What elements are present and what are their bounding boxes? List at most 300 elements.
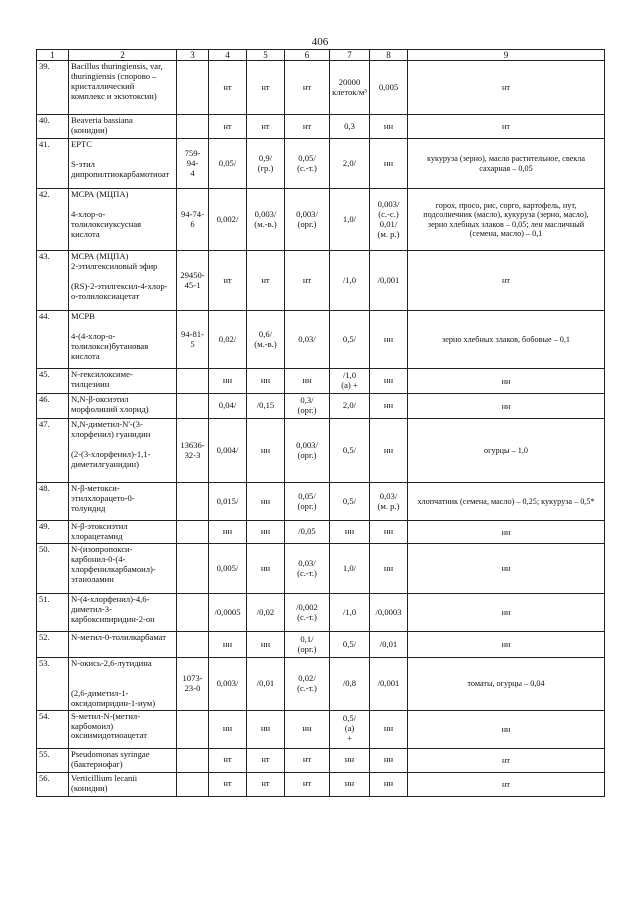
cas-number-line: 29450-	[180, 269, 205, 280]
substance-name-line: N,N-диметил-N'-(3-	[71, 419, 143, 430]
value-col9-line: нн	[501, 564, 511, 574]
value-col8	[370, 521, 408, 544]
substance-name	[69, 521, 177, 544]
substance-name-line: карбомоил)	[71, 720, 114, 731]
value-col9	[408, 710, 605, 748]
cas-number	[177, 189, 209, 251]
substance-name-line: N-(4-хлорфенил)-4,6-	[71, 594, 150, 605]
value-col5-line: 0,6/	[258, 328, 273, 339]
value-col9	[408, 772, 605, 796]
value-col4	[209, 369, 247, 394]
substance-name-line: толуидид	[71, 503, 106, 514]
value-col6-line: (с.-т.)	[297, 611, 317, 622]
value-col5	[247, 772, 285, 796]
substance-name-line: хлорфенилкарбамоил)-	[71, 564, 156, 575]
substance-name	[69, 394, 177, 419]
value-col4-line: 0,015/	[216, 495, 239, 506]
value-col5	[247, 189, 285, 251]
cas-number	[177, 419, 209, 483]
value-col9	[408, 658, 605, 710]
table-row	[37, 748, 605, 772]
table-row	[37, 394, 605, 419]
substance-name-line: дипропилтиокарбамотиоат	[71, 168, 170, 179]
value-col7-line: 1,0/	[342, 562, 357, 573]
row-number: 53.	[37, 658, 69, 710]
value-col9	[408, 632, 605, 658]
value-col9-line: кукуруза (зерно), масло растительное, свекла	[427, 154, 585, 164]
value-col7	[330, 369, 370, 394]
value-col8-line: нн	[383, 562, 394, 573]
value-col9	[408, 251, 605, 311]
value-col9-line: (семена, масло) – 0,1	[469, 229, 543, 239]
value-col8-line: (м. р.)	[377, 500, 400, 511]
cas-number-line: 4	[190, 167, 195, 178]
substance-name	[69, 61, 177, 115]
cas-number	[177, 139, 209, 189]
value-col8	[370, 394, 408, 419]
value-col4	[209, 311, 247, 369]
value-col6	[285, 483, 330, 521]
column-header-7: 7	[330, 50, 370, 61]
value-col7-line: (а)	[344, 723, 355, 734]
value-col4	[209, 483, 247, 521]
value-col6-line: (орг.)	[297, 500, 317, 511]
value-col6-line: (орг.)	[297, 449, 317, 460]
value-col7-line: нн	[344, 526, 355, 537]
value-col9	[408, 189, 605, 251]
substance-name-line: кислота	[71, 350, 100, 361]
value-col6-line: (с.-т.)	[297, 567, 317, 578]
value-col4-line: нн	[222, 526, 233, 537]
table-row	[37, 632, 605, 658]
value-col8-line: нн	[383, 754, 394, 765]
value-col5	[247, 115, 285, 139]
value-col9-line: хлопчатник (семена, масло) – 0,25; кукуруза – 0,5*	[417, 497, 595, 507]
value-col7-line: /0,8	[342, 678, 357, 689]
value-col5	[247, 748, 285, 772]
column-header-9: 9	[408, 50, 605, 61]
value-col9-line: горох, просо, рис, сорго, картофель, нут,	[435, 201, 577, 210]
row-number: 39.	[37, 61, 69, 115]
table-row	[37, 658, 605, 710]
value-col7-line: нн	[344, 778, 355, 789]
value-col7-line: нн	[344, 754, 355, 765]
substance-name-line: (бактериофаг)	[71, 758, 123, 769]
value-col7	[330, 419, 370, 483]
table-row	[37, 521, 605, 544]
row-number: 45.	[37, 369, 69, 394]
value-col7-line: клеток/м³	[332, 86, 367, 97]
substance-name-line: EPTC	[71, 139, 93, 150]
substance-name	[69, 369, 177, 394]
substance-name	[69, 632, 177, 658]
substance-name-line: морфолиний хлорид)	[71, 404, 149, 415]
column-header-2: 2	[69, 50, 177, 61]
table-row	[37, 189, 605, 251]
cas-number-line: 759-94-	[184, 148, 201, 168]
substance-name-line: МСРА (МЦПА)	[71, 251, 129, 262]
value-col6	[285, 61, 330, 115]
value-col6	[285, 419, 330, 483]
value-col8-line: нн	[383, 333, 394, 344]
value-col9	[408, 521, 605, 544]
cas-number	[177, 772, 209, 796]
value-col4-line: /0,0005	[214, 606, 241, 617]
value-col8-line: (с.-с.)	[378, 208, 399, 219]
column-header-5: 5	[247, 50, 285, 61]
value-col5-line: 0,003/	[254, 208, 277, 219]
cas-number-line: 32-3	[184, 449, 201, 460]
value-col8-line: 0,003/	[377, 199, 400, 210]
value-col7	[330, 311, 370, 369]
column-header-4: 4	[209, 50, 247, 61]
value-col5	[247, 311, 285, 369]
value-col6-line: нт	[302, 274, 312, 285]
value-col7-line: +	[347, 733, 352, 744]
value-col5-line: (гр.)	[257, 162, 274, 173]
value-col6-line: (орг.)	[297, 405, 317, 416]
table-row	[37, 139, 605, 189]
value-col5-line: нн	[260, 375, 271, 386]
table-row	[37, 594, 605, 632]
value-col8-line: /0,01	[379, 638, 398, 649]
substance-name-line: оксидопиридин-1-иум)	[71, 697, 156, 708]
value-col5	[247, 544, 285, 594]
value-col8-line: /0,001	[377, 678, 400, 689]
substance-name-line: thuringiensis (спорово –	[71, 71, 157, 82]
value-col8-line: нн	[383, 778, 394, 789]
value-col6	[285, 251, 330, 311]
value-col9	[408, 139, 605, 189]
value-col8-line: нн	[383, 375, 394, 386]
value-col7-line: 2,0/	[342, 157, 357, 168]
cas-number-line: 45-1	[184, 279, 201, 290]
value-col9	[408, 748, 605, 772]
value-col7	[330, 658, 370, 710]
substance-name-line: N-метил-0-толилкарбамат	[71, 632, 167, 643]
page-number: 406	[311, 36, 329, 48]
value-col7	[330, 632, 370, 658]
value-col6-line: нт	[302, 81, 312, 92]
substance-name-line: N-(изопропокси-	[71, 544, 133, 555]
value-col8	[370, 658, 408, 710]
value-col5-line: нн	[260, 526, 271, 537]
cas-number-line: 94-81-5	[181, 328, 204, 349]
value-col5-line: (м.-в.)	[254, 338, 277, 349]
value-col4-line: 0,005/	[216, 562, 239, 573]
value-col5-line: нт	[261, 778, 270, 789]
value-col7	[330, 115, 370, 139]
substance-name-line: (конидии)	[71, 125, 108, 136]
value-col7-line: 0,5/	[342, 333, 357, 344]
row-number: 55.	[37, 748, 69, 772]
value-col4	[209, 61, 247, 115]
value-col7-line: 0,3	[344, 120, 355, 131]
value-col7	[330, 594, 370, 632]
cas-number	[177, 483, 209, 521]
value-col4-line: 0,02/	[218, 333, 237, 344]
value-col4-line: 0,003/	[216, 678, 239, 689]
substance-name	[69, 189, 177, 251]
value-col5	[247, 658, 285, 710]
value-col7-line: 0,5/	[342, 713, 357, 724]
value-col7	[330, 394, 370, 419]
value-col7	[330, 521, 370, 544]
value-col5	[247, 521, 285, 544]
value-col7-line: (а) +	[341, 380, 358, 391]
value-col8-line: /0,001	[377, 274, 400, 285]
value-col4	[209, 658, 247, 710]
value-col4-line: нн	[222, 638, 233, 649]
value-col5-line: нн	[260, 562, 271, 573]
value-col7	[330, 139, 370, 189]
value-col8	[370, 748, 408, 772]
cas-number	[177, 251, 209, 311]
value-col9	[408, 394, 605, 419]
value-col9	[408, 115, 605, 139]
row-number: 46.	[37, 394, 69, 419]
substance-name-line: 4-(4-хлор-о-	[71, 331, 116, 342]
substance-name-line: карбонил-0-(4-	[71, 554, 126, 565]
value-col6-line: 0,02/	[298, 673, 316, 684]
row-number: 41.	[37, 139, 69, 189]
value-col7-line: 1,0/	[342, 213, 357, 224]
substance-name-line: хлорфенил) гуанидин	[71, 429, 151, 440]
value-col6-line: 0,3/	[300, 395, 314, 406]
value-col6-line: 0,05/	[298, 152, 316, 163]
substance-name-line: толилоксиуксусная	[71, 218, 142, 229]
value-col4	[209, 394, 247, 419]
value-col6-line: 0,03/	[298, 557, 316, 568]
substance-name-line	[71, 669, 174, 679]
substance-name-line: 4-хлор-о-	[71, 209, 106, 220]
value-col6-line: 0,03/	[298, 333, 316, 344]
substance-name-line: толилокси)бутановая	[71, 340, 149, 351]
value-col9	[408, 369, 605, 394]
value-col9	[408, 311, 605, 369]
substance-name	[69, 594, 177, 632]
value-col6	[285, 544, 330, 594]
substance-name-line: этилхлорацето-0-	[71, 493, 135, 504]
value-col6-line: 0,05/	[298, 490, 316, 501]
cas-number	[177, 748, 209, 772]
table-row	[37, 311, 605, 369]
value-col4-line: нт	[223, 274, 232, 285]
row-number: 56.	[37, 772, 69, 796]
value-col6-line: (орг.)	[297, 218, 317, 229]
value-col8	[370, 115, 408, 139]
value-col6-line: (с.-т.)	[297, 683, 317, 694]
value-col5	[247, 369, 285, 394]
value-col4-line: 0,004/	[216, 444, 239, 455]
table-row	[37, 369, 605, 394]
value-col5	[247, 594, 285, 632]
value-col8	[370, 483, 408, 521]
value-col4-line: нн	[222, 723, 233, 734]
value-col6-line: нн	[302, 375, 312, 386]
value-col4-line: нт	[223, 81, 232, 92]
substance-name-line: диметилгуанидин)	[71, 458, 140, 469]
value-col6	[285, 658, 330, 710]
column-number-header-row	[37, 50, 605, 61]
value-col8	[370, 61, 408, 115]
value-col5-line: нт	[261, 274, 270, 285]
value-col9	[408, 544, 605, 594]
value-col4	[209, 115, 247, 139]
substance-name-line: тилцезиин	[71, 379, 110, 390]
value-col7	[330, 748, 370, 772]
value-col4	[209, 139, 247, 189]
value-col6-line: нн	[302, 723, 312, 734]
row-number: 52.	[37, 632, 69, 658]
value-col5	[247, 483, 285, 521]
cas-number	[177, 521, 209, 544]
substance-name-line: (2,6-диметил-1-	[71, 687, 129, 698]
value-col4	[209, 632, 247, 658]
value-col5	[247, 394, 285, 419]
value-col6-line: (с.-т.)	[297, 162, 317, 173]
table-row	[37, 419, 605, 483]
value-col5	[247, 251, 285, 311]
value-col6-line: (орг.)	[297, 643, 317, 654]
cas-number	[177, 594, 209, 632]
value-col6	[285, 189, 330, 251]
value-col8	[370, 419, 408, 483]
table-row	[37, 483, 605, 521]
value-col8	[370, 369, 408, 394]
value-col6	[285, 594, 330, 632]
value-col8	[370, 594, 408, 632]
value-col9-line: нт	[502, 276, 510, 286]
substance-name-line: Beaveria bassiana	[71, 115, 133, 126]
column-header-6: 6	[285, 50, 330, 61]
value-col9-line: нн	[501, 376, 511, 386]
value-col6-line: /0,002	[296, 601, 318, 612]
substance-name-line: (конидии)	[71, 782, 108, 793]
substance-name-line: 2-этилгексиловый эфир	[71, 261, 158, 272]
value-col9-line: нн	[501, 608, 511, 618]
value-col6-line: нт	[302, 754, 312, 765]
substance-name-line: оксиимидотиоацетат	[71, 730, 147, 741]
value-col4-line: 0,04/	[218, 400, 237, 411]
value-col9-line: зерно хлебных злаков, бобовые – 0,1	[442, 335, 570, 345]
cas-number	[177, 632, 209, 658]
value-col7	[330, 710, 370, 748]
substance-name-line: карбоксипиридин-2-он	[71, 614, 155, 625]
value-col4-line: нн	[222, 375, 233, 386]
value-col4-line: 0,05/	[218, 157, 237, 168]
value-col7-line: /1,0	[342, 370, 357, 381]
cas-number-line: 1073-	[182, 673, 203, 684]
substance-name-line: N-гексилоксиме-	[71, 369, 133, 380]
cas-number	[177, 115, 209, 139]
value-col6-line: /0,05	[298, 526, 316, 537]
value-col5	[247, 61, 285, 115]
value-col6	[285, 632, 330, 658]
value-col4-line: нт	[223, 778, 232, 789]
substance-name	[69, 544, 177, 594]
value-col7-line: 2,0/	[342, 400, 357, 411]
value-col6	[285, 710, 330, 748]
substance-name-line: Pseudomonas syringae	[71, 748, 150, 759]
value-col4	[209, 189, 247, 251]
row-number: 51.	[37, 594, 69, 632]
substance-name-line: хлорацетамид	[71, 531, 123, 542]
substance-name-line: МСРВ	[71, 311, 95, 322]
value-col9-line: зерно хлебных злаков – 0,05; лен масличный	[427, 219, 585, 229]
value-col8-line: /0,0003	[375, 606, 402, 617]
value-col7-line: 20000	[338, 76, 361, 87]
value-col5-line: /0,01	[256, 678, 275, 689]
value-col6	[285, 115, 330, 139]
substance-name-line: диметил-3-	[71, 604, 112, 615]
cas-number	[177, 311, 209, 369]
substance-name	[69, 483, 177, 521]
value-col4-line: нт	[223, 754, 232, 765]
substance-name-line: (2-(3-хлорфенил)-1,1-	[71, 448, 151, 459]
substance-name-line: N,N-β-оксиэтил	[71, 394, 129, 405]
value-col7	[330, 61, 370, 115]
cas-number	[177, 369, 209, 394]
substance-name-line: МСРА (МЦПА)	[71, 189, 129, 200]
value-col6-line: 0,003/	[296, 439, 318, 450]
value-col8	[370, 189, 408, 251]
cas-number	[177, 710, 209, 748]
value-col5-line: /0,15	[256, 400, 275, 411]
value-col5-line: нн	[260, 723, 271, 734]
cas-number	[177, 394, 209, 419]
value-col4	[209, 521, 247, 544]
value-col6-line: нт	[302, 120, 312, 131]
value-col9-line: сахарная – 0,05	[479, 163, 533, 173]
value-col4	[209, 594, 247, 632]
cas-number	[177, 61, 209, 115]
substance-name-line: Verticillium lecanii	[71, 772, 138, 783]
value-col5	[247, 139, 285, 189]
value-col8-line: (м. р.)	[377, 228, 400, 239]
value-col4-line: 0,002/	[216, 213, 239, 224]
value-col8	[370, 772, 408, 796]
substance-name	[69, 139, 177, 189]
value-col8-line: 0,03/	[379, 490, 398, 501]
value-col7-line: /1,0	[342, 274, 357, 285]
value-col8	[370, 311, 408, 369]
row-number: 50.	[37, 544, 69, 594]
value-col7	[330, 483, 370, 521]
value-col8-line: нн	[383, 120, 394, 131]
value-col9-line: нт	[502, 779, 510, 789]
table-row	[37, 544, 605, 594]
value-col8-line: нн	[383, 444, 394, 455]
value-col6	[285, 311, 330, 369]
column-header-3: 3	[177, 50, 209, 61]
value-col9	[408, 483, 605, 521]
value-col9-line: нт	[502, 83, 510, 93]
table-row	[37, 710, 605, 748]
value-col5	[247, 710, 285, 748]
value-col7	[330, 189, 370, 251]
value-col8-line: нн	[383, 400, 394, 411]
value-col8	[370, 544, 408, 594]
substance-name	[69, 419, 177, 483]
row-number: 44.	[37, 311, 69, 369]
value-col9	[408, 419, 605, 483]
substance-name-line: N-β-метокси-	[71, 483, 120, 494]
value-col6-line: 0,1/	[300, 633, 314, 644]
substance-name	[69, 772, 177, 796]
value-col6	[285, 369, 330, 394]
row-number: 40.	[37, 115, 69, 139]
